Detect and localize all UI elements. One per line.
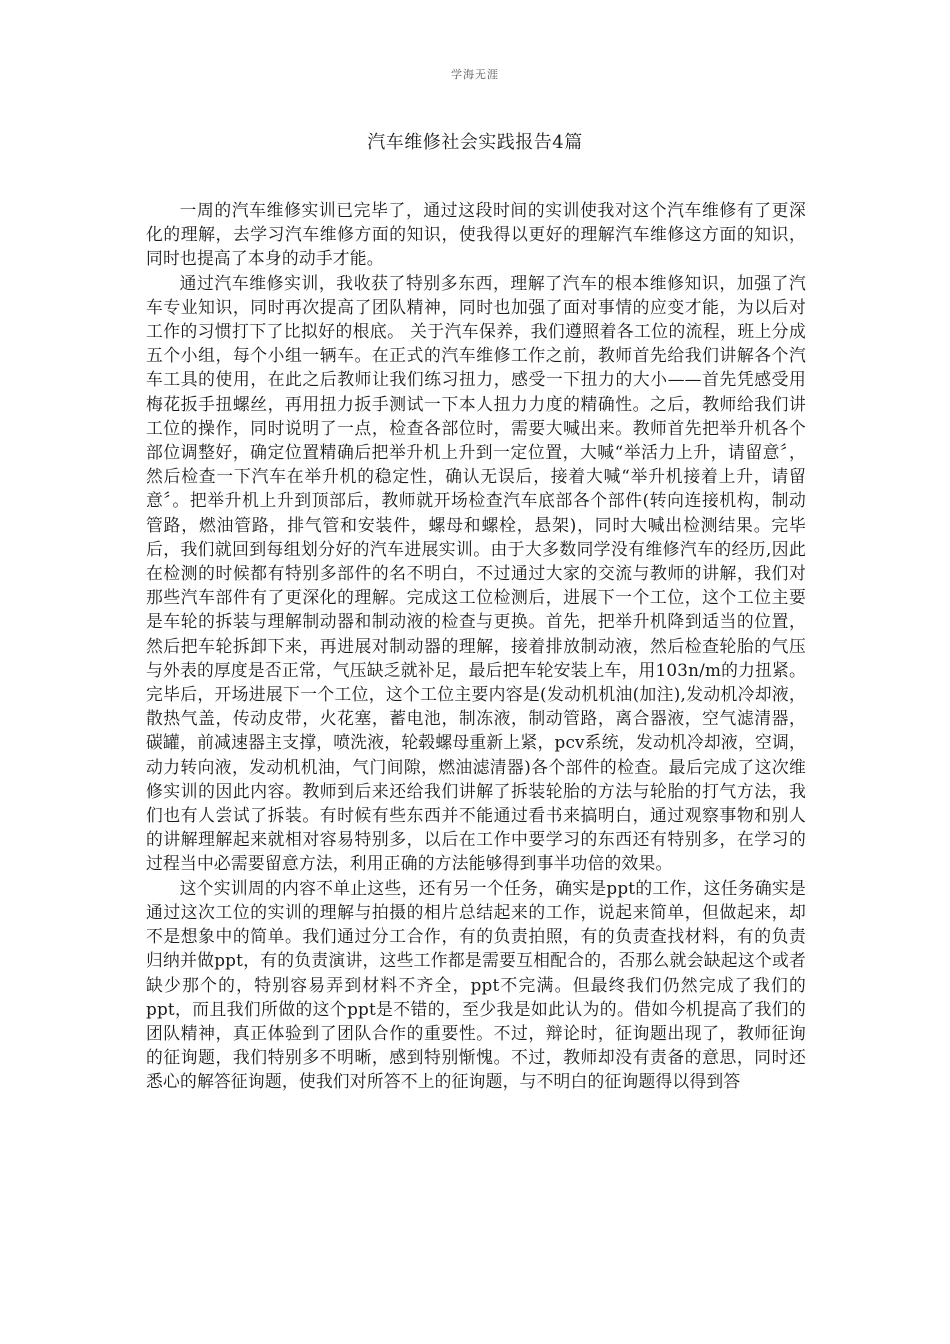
page-header: 学海无涯 [451, 68, 499, 81]
body-paragraph: 一周的汽车维修实训已完毕了，通过这段时间的实训使我对这个汽车维修有了更深化的理解，去学习汽车维修方面的知识，使我得以更好的理解汽车维修这方面的知识，同时也提高了本身的动手才能。 [146, 200, 806, 269]
body-paragraph: 通过汽车维修实训，我收获了特别多东西，理解了汽车的根本维修知识，加强了汽车专业知识，同时再次提高了团队精神，同时也加强了面对事情的应变才能，为以后对工作的习惯打下了比拟好的根底。 关于汽车保养，我们遵照着各工位的流程，班上分成五个小组，每个小组一辆车。在正式的汽车维修工作之前，教师首先给我们讲解各个汽车工具的使用，在此之后教师让我们练习扭力，感受一下扭力的大小——首先凭感受用梅花扳手扭螺丝，再用扭力扳手测试一下本人扭力力度的精确性。之后，教师给我们讲工位的操作，同时说明了一点，检查各部位时，需要大喊出来。教师首先把举升机各个部位调整好，确定位置精确后把举升机上升到一定位置，大喊“举活力上升，请留意〞，然后检查一下汽车在举升机的稳定性，确认无误后，接着大喊“举升机接着上升，请留意〞。把举升机上升到顶部后，教师就开场检查汽车底部各个部件(转向连接机构，制动管路，燃油管路，排气管和安装件，螺母和螺栓，悬架)，同时大喊出检测结果。完毕后，我们就回到每组划分好的汽车进展实训。由于大多数同学没有维修汽车的经历,因此在检测的时候都有特别多部件的名不明白，不过通过大家的交流与教师的讲解，我们对那些汽车部件有了更深化的理解。完成这工位检测后，进展下一个工位，这个工位主要是车轮的拆装与理解制动器和制动液的检查与更换。首先，把举升机降到适当的位置，然后把车轮拆卸下来，再进展对制动器的理解，接着排放制动液，然后检查轮胎的气压与外表的厚度是否正常，气压缺乏就补足，最后把车轮安装上车，用103n/m的力扭紧。完毕后，开场进展下一个工位，这个工位主要内容是(发动机机油(加注),发动机冷却液，散热气盖，传动皮带，火花塞，蓄电池，制冻液，制动管路，离合器液，空气滤清器，碳罐，前减速器主支撑，喷洗液，轮毂螺母重新上紧，pcv系统，发动机冷却液，空调，动力转向液，发动机机油，气门间隙，燃油滤清器)各个部件的检查。最后完成了这次维修实训的因此内容。教师到后来还给我们讲解了拆装轮胎的方法与轮胎的打气方法，我们也有人尝试了拆装。有时候有些东西并不能通过看书来搞明白，通过观察事物和别人的讲解理解起来就相对容易特别多，以后在工作中要学习的东西还有特别多，在学习的过程当中必需要留意方法，利用正确的方法能够得到事半功倍的效果。 [146, 272, 806, 874]
body-paragraph: 这个实训周的内容不单止这些，还有另一个任务，确实是ppt的工作，这任务确实是通过这次工位的实训的理解与拍摄的相片总结起来的工作，说起来简单，但做起来，却不是想象中的简单。我们通过分工合作，有的负责拍照，有的负责查找材料，有的负责归纳并做ppt，有的负责演讲，这些工作都是需要互相配合的，否那么就会缺起这个或者缺少那个的，特别容易弄到材料不齐全，ppt不完满。但最终我们仍然完成了我们的ppt，而且我们所做的这个ppt是不错的，至少我是如此认为的。借如今机提高了我们的团队精神，真正体验到了团队合作的重要性。不过，辩论时，征询题出现了，教师征询的征询题，我们特别多不明晰，感到特别惭愧。不过，教师却没有责备的意思，同时还悉心的解答征询题，使我们对所答不上的征询题，与不明白的征询题得以得到答 [146, 877, 806, 1092]
document-body [146, 198, 806, 1094]
document-title: 汽车维修社会实践报告4篇 [367, 132, 583, 153]
